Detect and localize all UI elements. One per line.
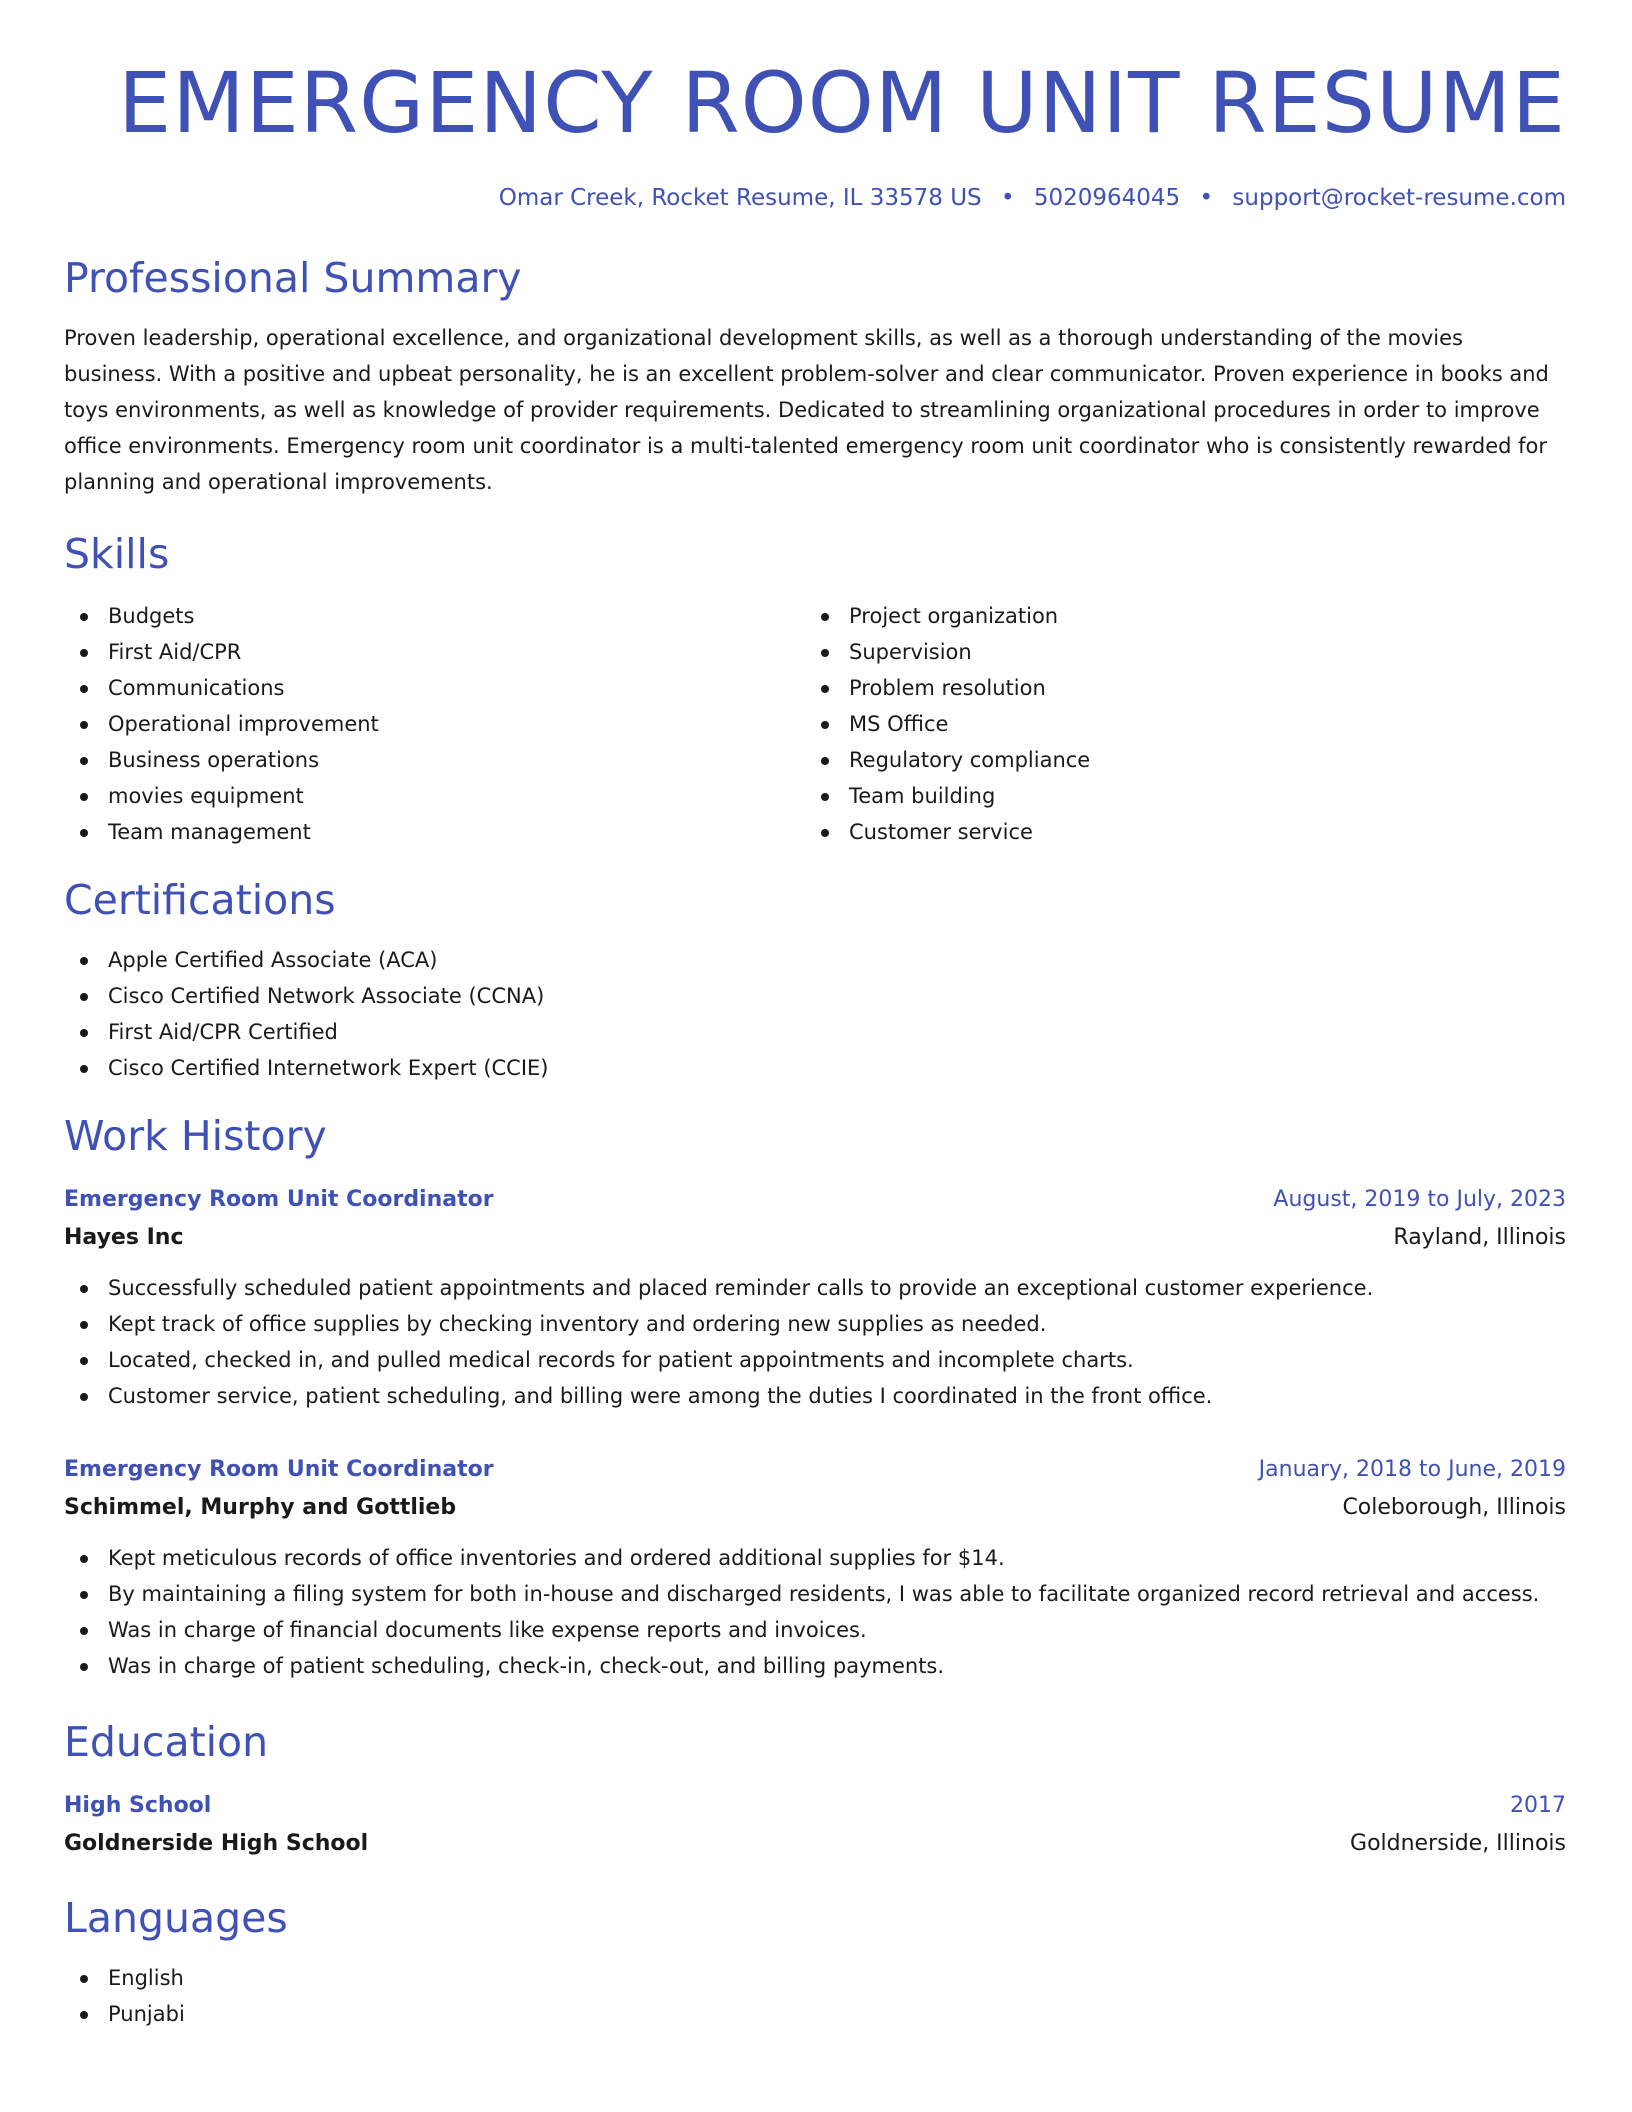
job-company-row [64,1218,1566,1258]
job-dates: August, 2019 to July, 2023 [1273,1187,1566,1212]
job-role: Emergency Room Unit Coordinator [64,1187,494,1212]
job-entry [64,1452,1566,1684]
job-dates: January, 2018 to June, 2019 [1258,1457,1566,1482]
job-duty: Kept meticulous records of office inventories and ordered additional supplies for $14. [64,1540,1566,1576]
job-duty: Kept track of office supplies by checking inventory and ordering new supplies as needed. [64,1306,1566,1342]
skills-grid [64,598,1566,850]
skill-item: Project organization [805,598,1546,634]
skills-list-right [805,598,1546,850]
summary-heading: Professional Summary [64,254,522,302]
job-duty: By maintaining a filing system for both in-house and discharged residents, I was able to facilitate organized record retrieval and access. [64,1576,1566,1612]
education-header-row [64,1788,1566,1824]
job-location: Coleborough, Illinois [1342,1495,1566,1520]
job-header-row [64,1452,1566,1488]
certifications-list [64,942,1566,1086]
skill-item: movies equipment [64,778,805,814]
skill-item: Problem resolution [805,670,1546,706]
education-year: 2017 [1510,1793,1566,1818]
contact-separator: • [1199,185,1214,211]
skill-item: Supervision [805,634,1546,670]
skill-item: Regulatory compliance [805,742,1546,778]
job-duty: Was in charge of financial documents like expense reports and invoices. [64,1612,1566,1648]
work-history-heading: Work History [64,1112,327,1160]
job-role: Emergency Room Unit Coordinator [64,1457,494,1482]
contact-email: support@rocket-resume.com [1232,185,1566,211]
job-duty: Located, checked in, and pulled medical records for patient appointments and incomplete charts. [64,1342,1566,1378]
language-item: Punjabi [64,1996,1566,2032]
certification-item: Cisco Certified Network Associate (CCNA) [64,978,1566,1014]
summary-text: Proven leadership, operational excellence, and organizational development skills, as well as a thorough understanding of the movies business. With a positive and upbeat personality, he is an excellent problem-solver and clear communicator. Proven experience in books and toys environments, as well as knowledge of provider requirements. Dedicated to streamlining organizational procedures in order to improve office environments. Emergency room unit coordinator is a multi-talented emergency room unit coordinator who is consistently rewarded for planning and operational improvements. [64,326,1549,494]
skill-item: Operational improvement [64,706,805,742]
resume-page [64,48,1566,2032]
job-entry [64,1182,1566,1414]
job-header-row [64,1182,1566,1218]
certification-item: Apple Certified Associate (ACA) [64,942,1566,978]
language-item: English [64,1960,1566,1996]
job-duties-list [64,1270,1566,1414]
job-location: Rayland, Illinois [1393,1225,1566,1250]
resume-title: EMERGENCY ROOM UNIT RESUME [118,54,1566,152]
skill-item: Budgets [64,598,805,634]
skill-item: Customer service [805,814,1546,850]
contact-separator: • [1000,185,1015,211]
job-company-row [64,1488,1566,1528]
skills-heading: Skills [64,530,170,578]
certifications-heading: Certifications [64,876,336,924]
skill-item: Team building [805,778,1546,814]
job-duties-list [64,1540,1566,1684]
education-school-row [64,1824,1566,1864]
certification-item: First Aid/CPR Certified [64,1014,1566,1050]
certification-item: Cisco Certified Internetwork Expert (CCIE) [64,1050,1566,1086]
skill-item: MS Office [805,706,1546,742]
job-duty: Successfully scheduled patient appointments and placed reminder calls to provide an exceptional customer experience. [64,1270,1566,1306]
education-entry [64,1788,1566,1864]
education-school: Goldnerside High School [64,1831,369,1856]
job-company: Schimmel, Murphy and Gottlieb [64,1495,457,1520]
skill-item: Team management [64,814,805,850]
languages-list [64,1960,1566,2032]
job-duty: Was in charge of patient scheduling, check-in, check-out, and billing payments. [64,1648,1566,1684]
languages-heading: Languages [64,1894,288,1942]
skills-column-left [64,598,805,850]
contact-address: Omar Creek, Rocket Resume, IL 33578 US [498,185,982,211]
contact-line [64,180,1566,216]
education-degree: High School [64,1793,212,1818]
job-duty: Customer service, patient scheduling, and billing were among the duties I coordinated in the front office. [64,1378,1566,1414]
skill-item: Communications [64,670,805,706]
education-heading: Education [64,1718,269,1766]
education-location: Goldnerside, Illinois [1350,1831,1566,1856]
skills-column-right [805,598,1546,850]
contact-phone: 5020964045 [1033,185,1181,211]
job-company: Hayes Inc [64,1225,184,1250]
skill-item: First Aid/CPR [64,634,805,670]
skill-item: Business operations [64,742,805,778]
skills-list-left [64,598,805,850]
